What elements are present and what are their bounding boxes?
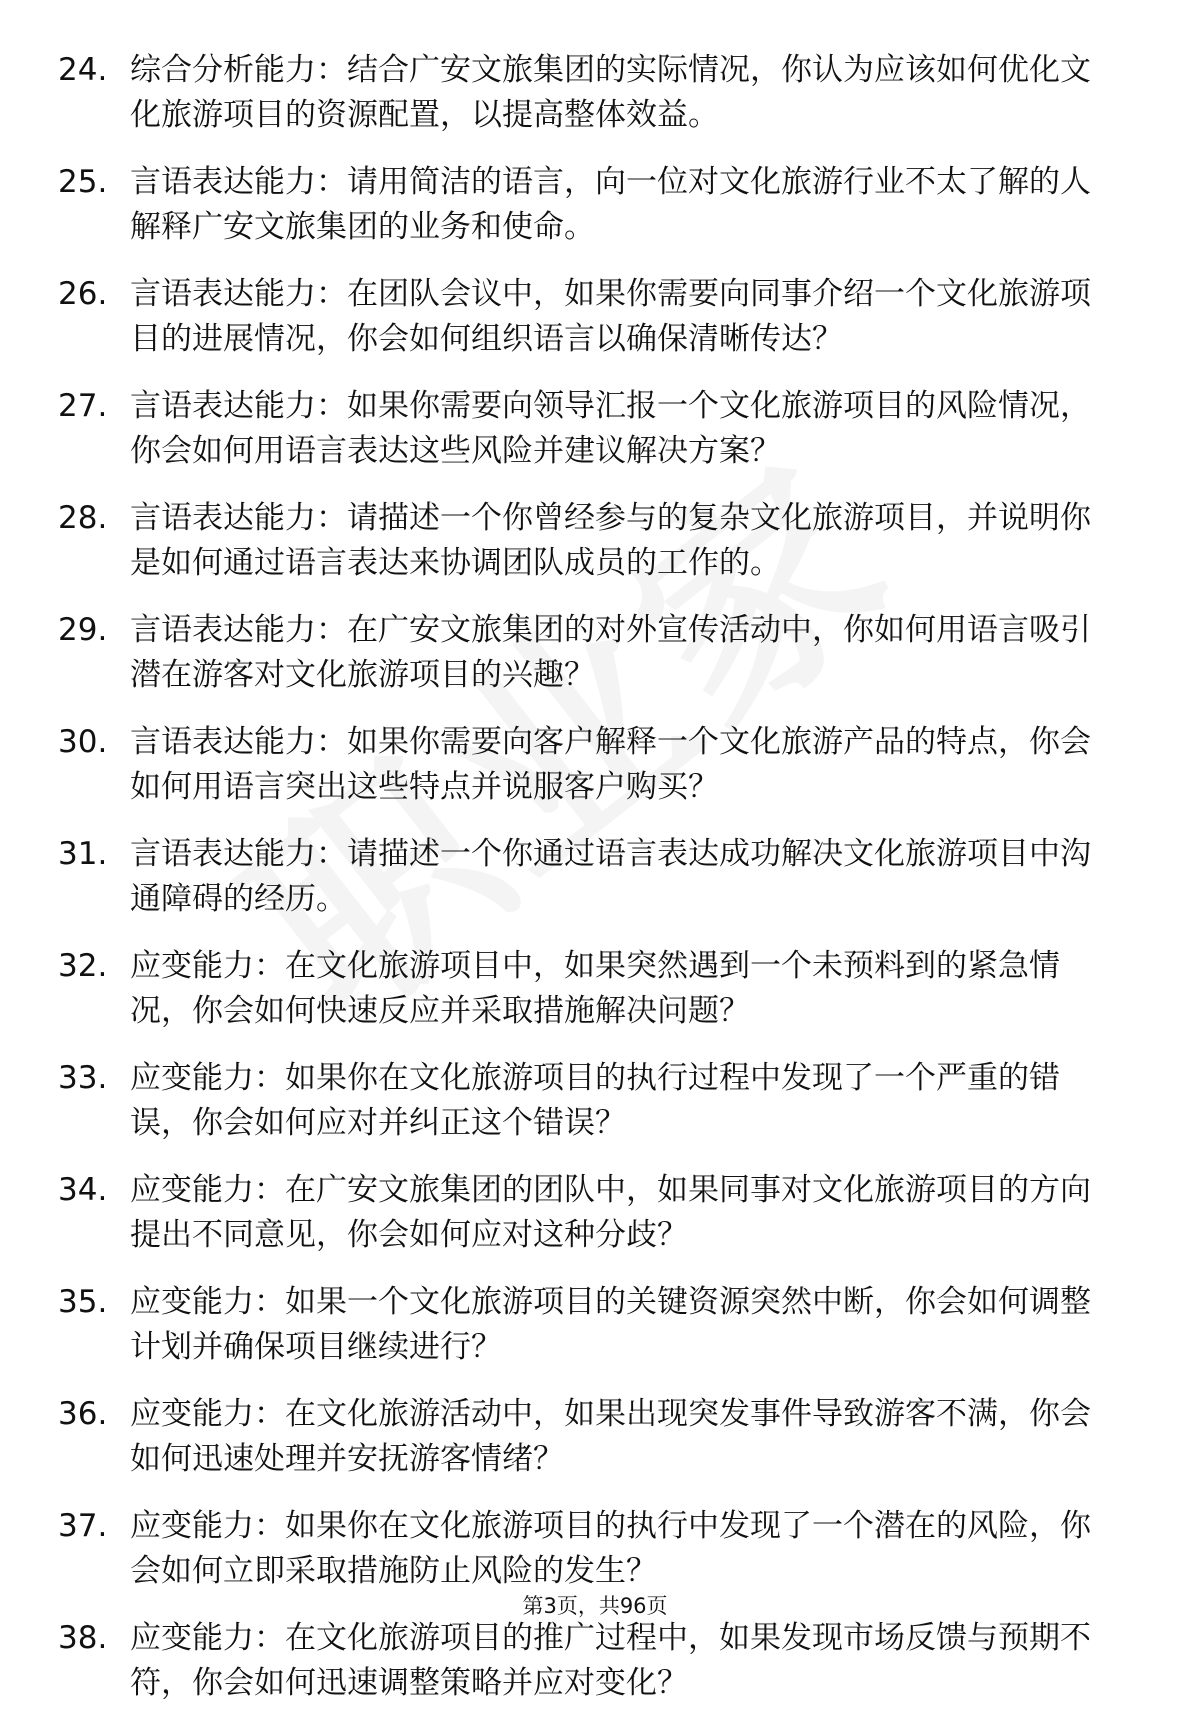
question-number: 38.	[58, 1620, 108, 1656]
question-number: 35.	[58, 1284, 108, 1320]
question-number: 33.	[58, 1060, 108, 1096]
question-item	[58, 832, 1118, 922]
question-item	[58, 1392, 1118, 1482]
question-text: 言语表达能力：请用简洁的语言，向一位对文化旅游行业不太了解的人解释广安文旅集团的业务和使命。	[130, 164, 1091, 245]
question-text: 应变能力：在文化旅游项目的推广过程中，如果发现市场反馈与预期不符，你会如何迅速调整策略并应对变化？	[130, 1620, 1091, 1701]
question-text: 应变能力：如果你在文化旅游项目的执行中发现了一个潜在的风险，你会如何立即采取措施防止风险的发生？	[130, 1508, 1091, 1589]
page-footer: 第3页，共96页	[522, 1594, 668, 1618]
question-number: 36.	[58, 1396, 108, 1432]
question-text: 应变能力：在广安文旅集团的团队中，如果同事对文化旅游项目的方向提出不同意见，你会如何应对这种分歧？	[130, 1172, 1091, 1253]
question-number: 30.	[58, 724, 108, 760]
question-number: 25.	[58, 164, 108, 200]
question-text: 言语表达能力：请描述一个你曾经参与的复杂文化旅游项目，并说明你是如何通过语言表达来协调团队成员的工作的。	[130, 500, 1091, 581]
question-text: 应变能力：在文化旅游活动中，如果出现突发事件导致游客不满，你会如何迅速处理并安抚游客情绪？	[130, 1396, 1091, 1477]
question-number: 29.	[58, 612, 108, 648]
question-number: 32.	[58, 948, 108, 984]
question-text: 综合分析能力：结合广安文旅集团的实际情况，你认为应该如何优化文化旅游项目的资源配置，以提高整体效益。	[130, 52, 1091, 133]
question-item	[58, 1168, 1118, 1258]
question-number: 34.	[58, 1172, 108, 1208]
question-number: 37.	[58, 1508, 108, 1544]
question-number: 28.	[58, 500, 108, 536]
question-text: 应变能力：如果一个文化旅游项目的关键资源突然中断，你会如何调整计划并确保项目继续进行？	[130, 1284, 1091, 1365]
question-item	[58, 608, 1118, 698]
question-item	[58, 720, 1118, 810]
question-item	[58, 272, 1118, 362]
question-number: 24.	[58, 52, 108, 88]
question-number: 31.	[58, 836, 108, 872]
question-item	[58, 48, 1118, 138]
question-item	[58, 944, 1118, 1034]
question-list	[58, 48, 1118, 1728]
question-item	[58, 384, 1118, 474]
question-item	[58, 1056, 1118, 1146]
question-number: 26.	[58, 276, 108, 312]
question-item	[58, 160, 1118, 250]
question-item	[58, 1280, 1118, 1370]
question-item	[58, 1616, 1118, 1706]
question-item	[58, 1504, 1118, 1594]
question-text: 言语表达能力：在广安文旅集团的对外宣传活动中，你如何用语言吸引潜在游客对文化旅游项目的兴趣？	[130, 612, 1091, 693]
question-text: 言语表达能力：如果你需要向领导汇报一个文化旅游项目的风险情况，你会如何用语言表达这些风险并建议解决方案？	[130, 388, 1091, 469]
question-item	[58, 496, 1118, 586]
question-text: 应变能力：如果你在文化旅游项目的执行过程中发现了一个严重的错误，你会如何应对并纠正这个错误？	[130, 1060, 1060, 1141]
question-text: 言语表达能力：在团队会议中，如果你需要向同事介绍一个文化旅游项目的进展情况，你会如何组织语言以确保清晰传达？	[130, 276, 1091, 357]
question-text: 言语表达能力：请描述一个你通过语言表达成功解决文化旅游项目中沟通障碍的经历。	[130, 836, 1091, 917]
question-text: 应变能力：在文化旅游项目中，如果突然遇到一个未预料到的紧急情况，你会如何快速反应并采取措施解决问题？	[130, 948, 1060, 1029]
question-number: 27.	[58, 388, 108, 424]
question-text: 言语表达能力：如果你需要向客户解释一个文化旅游产品的特点，你会如何用语言突出这些特点并说服客户购买？	[130, 724, 1091, 805]
